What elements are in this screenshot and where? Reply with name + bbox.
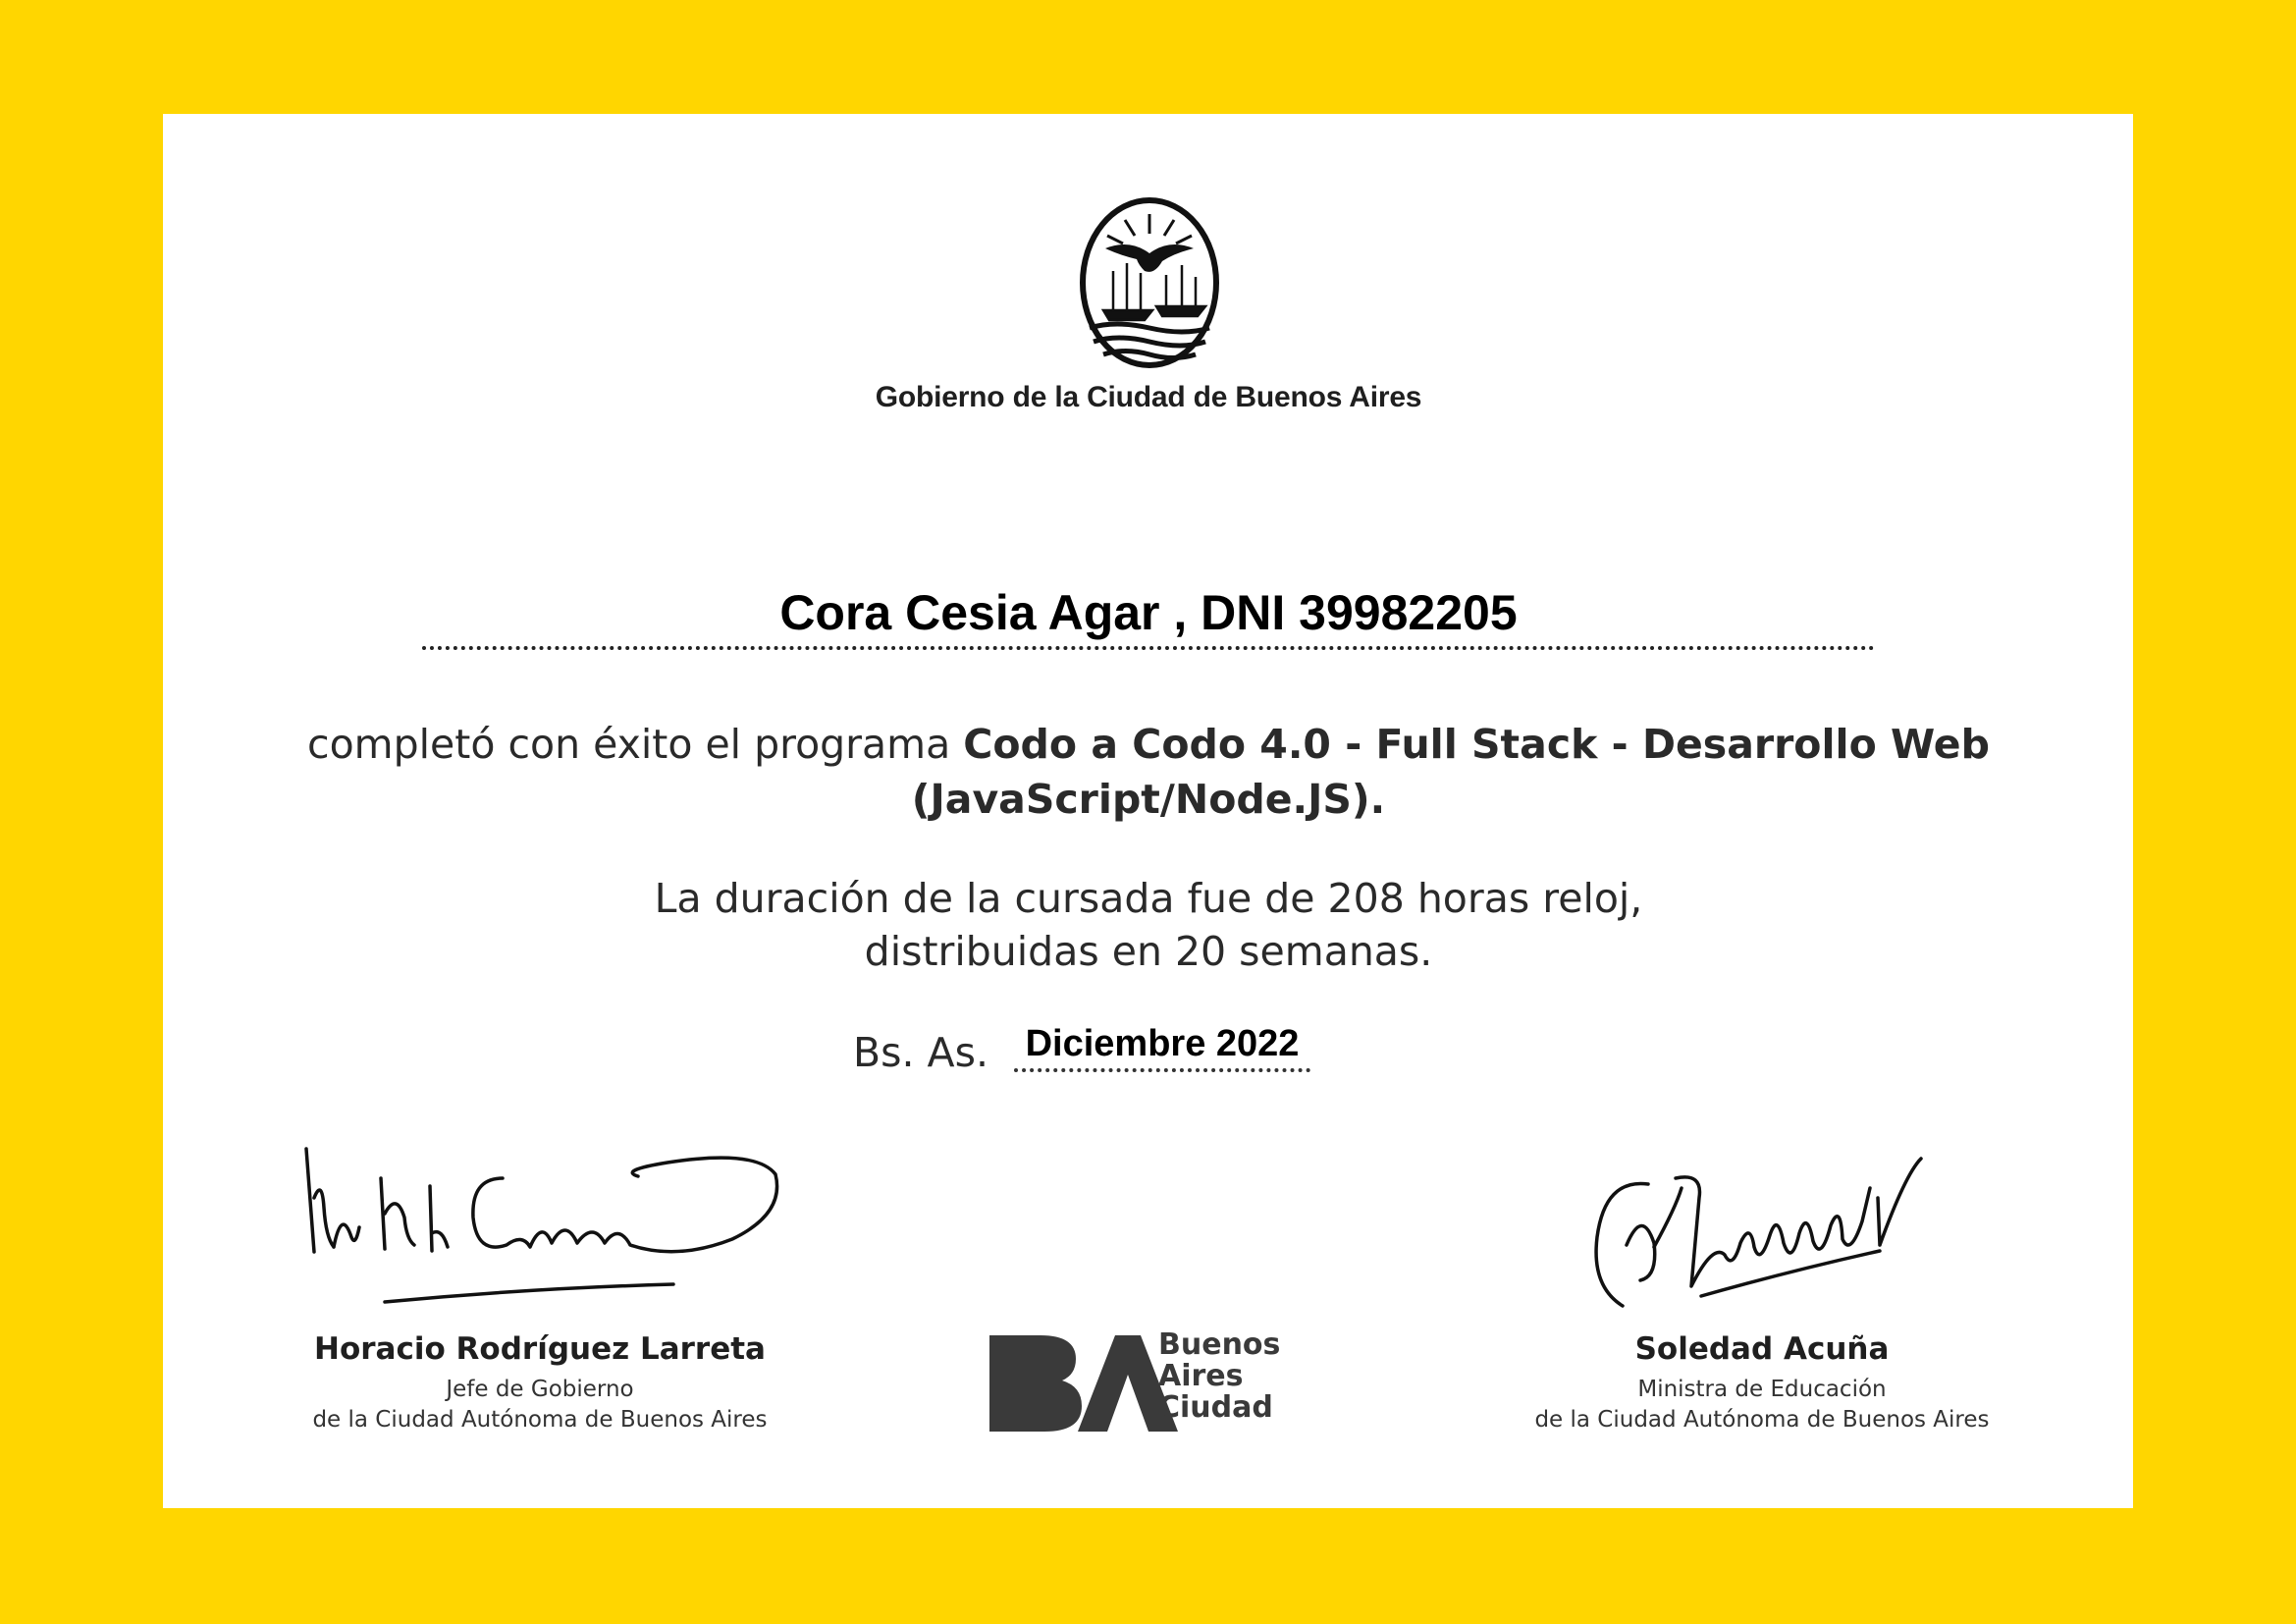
duration-line1: La duración de la cursada fue de 208 horas reloj,	[654, 875, 1643, 922]
duration-statement	[294, 872, 2002, 978]
recipient-dotted-line	[422, 638, 1875, 650]
place-date-row	[853, 1023, 1540, 1082]
ba-logo-text	[1158, 1329, 1280, 1424]
program-intro: completó con éxito el programa	[307, 721, 964, 768]
duration-line2: distribuidas en 20 semanas.	[864, 928, 1433, 975]
signature-left	[294, 1139, 805, 1316]
ba-logo-line1: Buenos	[1158, 1327, 1281, 1362]
government-name: Gobierno de la Ciudad de Buenos Aires	[875, 381, 1422, 413]
recipient-name: Cora Cesia Agar , DNI 39982205	[779, 585, 1518, 640]
ba-logo-line3: Ciudad	[1158, 1390, 1273, 1425]
signature-right	[1585, 1149, 1939, 1316]
issue-date: Diciembre 2022	[1025, 1023, 1300, 1064]
signer-left-role2: de la Ciudad Autónoma de Buenos Aires	[312, 1407, 768, 1433]
signer-right-role2: de la Ciudad Autónoma de Buenos Aires	[1534, 1407, 1990, 1433]
signer-left-name: Horacio Rodríguez Larreta	[314, 1331, 766, 1367]
signer-right	[1468, 1331, 2056, 1435]
ba-logo	[982, 1326, 1315, 1438]
program-name-line2: (JavaScript/Node.JS).	[911, 776, 1386, 823]
program-name-line1: Codo a Codo 4.0 - Full Stack - Desarrollo Web	[963, 721, 1990, 768]
signer-left-role1: Jefe de Gobierno	[446, 1377, 634, 1402]
signer-right-name: Soledad Acuña	[1634, 1331, 1890, 1367]
city-coat-of-arms-icon	[1076, 194, 1223, 371]
signer-right-role1: Ministra de Educación	[1637, 1377, 1887, 1402]
ba-logo-line2: Aires	[1158, 1359, 1244, 1393]
place-label: Bs. As.	[853, 1029, 988, 1076]
program-statement	[196, 717, 2101, 827]
ba-logo-icon	[982, 1329, 1178, 1437]
signer-left	[245, 1331, 834, 1435]
